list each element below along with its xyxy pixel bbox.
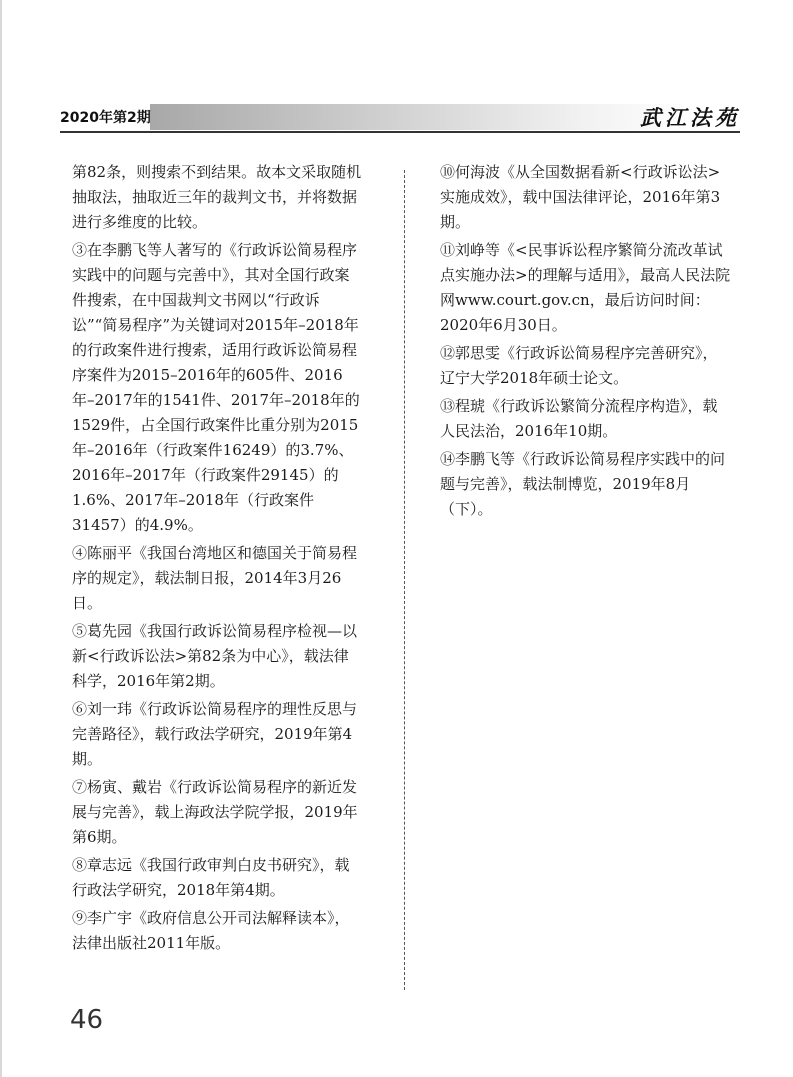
footnote-14: ⑭李鹏飞等《行政诉讼简易程序实践中的问题与完善》，载法制博览，2019年8月（下）。 [440, 450, 726, 518]
footnote-10: ⑩何海波《从全国数据看新<行政诉讼法>实施成效》，载中国法律评论，2016年第3期。 [440, 163, 721, 231]
right-column [440, 160, 732, 525]
issue-label: 2020年第2期 [60, 110, 151, 126]
header-rule [60, 131, 740, 133]
footnote-4: ④陈丽平《我国台湾地区和德国关于简易程序的规定》，载法制日报，2014年3月26日。 [72, 544, 358, 612]
footnote-7: ⑦杨寅、戴岩《行政诉讼简易程序的新近发展与完善》，载上海政法学院学报，2019年第6期。 [72, 778, 358, 846]
footnote-3: ③在李鹏飞等人著写的《行政诉讼简易程序实践中的问题与完善中》，其对全国行政案件搜索，在中国裁判文书网以“行政诉讼”“简易程序”为关键词对2015年–2018年的行政案件进行搜索，适用行政诉讼简易程序案件为2015–2016年的605件、2016年–2017年的1541件、2017年–2018年的1529件，占全国行政案件比重分别为2015年–2016年（行政案件16249）的3.7%、2016年–2017年（行政案件29145）的1.6%、2017年–2018年（行政案件31457）的4.9%。 [72, 241, 360, 534]
footnote-8: ⑧章志远《我国行政审判白皮书研究》，载行政法学研究，2018年第4期。 [72, 856, 350, 899]
footnote-5: ⑤葛先园《我国行政诉讼简易程序检视—以新<行政诉讼法>第82条为中心》，载法律科学，2016年第2期。 [72, 622, 358, 690]
page-edge [0, 0, 2, 1077]
footnote-12: ⑫郭思雯《行政诉讼简易程序完善研究》，辽宁大学2018年硕士论文。 [440, 344, 718, 387]
footnote-11: ⑪刘峥等《<民事诉讼程序繁简分流改革试点实施办法>的理解与适用》，最高人民法院网www.court.gov.cn，最后访问时间：2020年6月30日。 [440, 241, 731, 334]
footnote-6: ⑥刘一玮《行政诉讼简易程序的理性反思与完善路径》，载行政法学研究，2019年第4期。 [72, 700, 358, 768]
footnote-13: ⑬程琥《行政诉讼繁简分流程序构造》，载人民法治，2016年10期。 [440, 397, 718, 440]
running-header [60, 104, 740, 130]
footnote-9: ⑨李广宇《政府信息公开司法解释读本》，法律出版社2011年版。 [72, 909, 350, 952]
header-gradient-bar [150, 104, 695, 130]
left-paragraph: 第82条，则搜索不到结果。故本文采取随机抽取法，抽取近三年的裁判文书，并将数据进行多维度的比较。 [72, 163, 362, 231]
page-number: 46 [70, 1005, 104, 1035]
left-column [72, 160, 362, 959]
journal-title: 武江法苑 [640, 105, 740, 130]
column-divider [404, 170, 405, 990]
